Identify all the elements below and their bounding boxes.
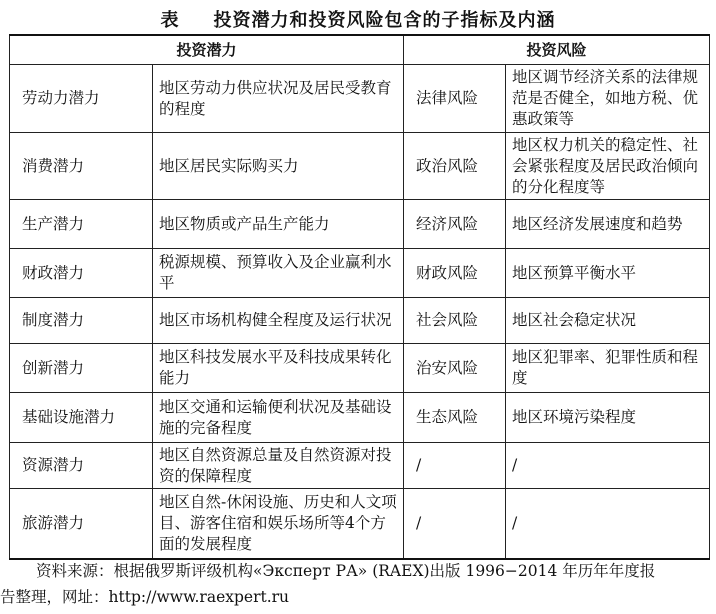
- source-note-line2: 告整理，网址：http://www.raexpert.ru: [0, 588, 290, 606]
- table-title-text: 投资潜力和投资风险包含的子指标及内涵: [213, 10, 556, 31]
- risk-description: 地区调节经济关系的法律规范是否健全，如地方税、优惠政策等: [506, 65, 710, 133]
- potential-category: 创新潜力: [10, 344, 153, 393]
- potential-category: 制度潜力: [10, 298, 153, 344]
- header-risk: 投资风险: [404, 35, 710, 65]
- table-label: 表: [160, 10, 180, 31]
- potential-category: 财政潜力: [10, 249, 153, 298]
- risk-description: 地区犯罪率、犯罪性质和程度: [506, 344, 710, 393]
- risk-category: /: [404, 443, 506, 489]
- risk-description: 地区环境污染程度: [506, 393, 710, 443]
- source-note: [0, 558, 716, 610]
- potential-category: 生产潜力: [10, 200, 153, 249]
- potential-category: 劳动力潜力: [10, 65, 153, 133]
- table-row: [10, 443, 710, 489]
- risk-description: 地区经济发展速度和趋势: [506, 200, 710, 249]
- potential-description: 地区劳动力供应状况及居民受教育的程度: [153, 65, 404, 133]
- indicator-table: [9, 34, 710, 560]
- table-row: [10, 133, 710, 200]
- table-row: [10, 200, 710, 249]
- potential-description: 地区物质或产品生产能力: [153, 200, 404, 249]
- table-row: [10, 344, 710, 393]
- header-row: [10, 35, 710, 65]
- table-row: [10, 249, 710, 298]
- risk-category: 生态风险: [404, 393, 506, 443]
- potential-category: 资源潜力: [10, 443, 153, 489]
- potential-description: 地区自然资源总量及自然资源对投资的保障程度: [153, 443, 404, 489]
- potential-category: 消费潜力: [10, 133, 153, 200]
- potential-description: 税源规模、预算收入及企业赢利水平: [153, 249, 404, 298]
- risk-description: /: [506, 489, 710, 559]
- risk-category: /: [404, 489, 506, 559]
- potential-description: 地区市场机构健全程度及运行状况: [153, 298, 404, 344]
- risk-category: 法律风险: [404, 65, 506, 133]
- potential-category: 旅游潜力: [10, 489, 153, 559]
- risk-category: 社会风险: [404, 298, 506, 344]
- risk-description: 地区权力机关的稳定性、社会紧张程度及居民政治倾向的分化程度等: [506, 133, 710, 200]
- table-row: [10, 298, 710, 344]
- table-row: [10, 489, 710, 559]
- risk-category: 治安风险: [404, 344, 506, 393]
- potential-description: 地区交通和运输便利状况及基础设施的完备程度: [153, 393, 404, 443]
- potential-description: 地区自然-休闲设施、历史和人文项目、游客住宿和娱乐场所等4个方面的发展程度: [153, 489, 404, 559]
- risk-category: 财政风险: [404, 249, 506, 298]
- risk-category: 政治风险: [404, 133, 506, 200]
- potential-description: 地区科技发展水平及科技成果转化能力: [153, 344, 404, 393]
- table-row: [10, 65, 710, 133]
- potential-category: 基础设施潜力: [10, 393, 153, 443]
- risk-description: 地区社会稳定状况: [506, 298, 710, 344]
- potential-description: 地区居民实际购买力: [153, 133, 404, 200]
- risk-description: /: [506, 443, 710, 489]
- header-potential: 投资潜力: [10, 35, 404, 65]
- table-row: [10, 393, 710, 443]
- table-title: [0, 6, 716, 32]
- risk-category: 经济风险: [404, 200, 506, 249]
- risk-description: 地区预算平衡水平: [506, 249, 710, 298]
- source-note-line1: 资料来源：根据俄罗斯评级机构«Эксперт РА» (RAEX)出版 1996−2014 年历年年度报: [36, 562, 656, 580]
